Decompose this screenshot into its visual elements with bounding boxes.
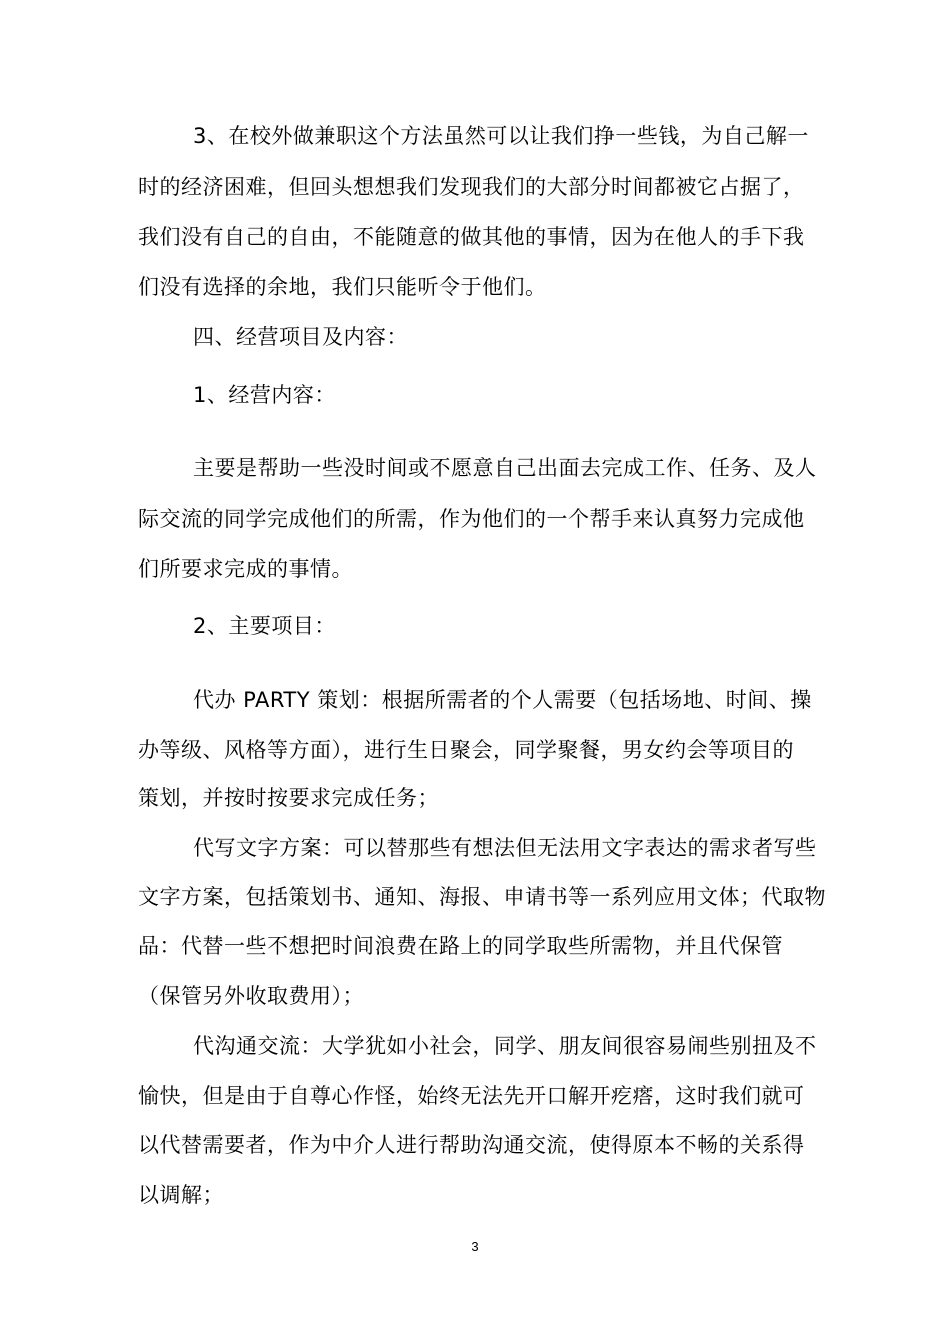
text-line: 际交流的同学完成他们的所需，作为他们的一个帮手来认真努力完成他 <box>138 507 805 531</box>
page-number: 3 <box>471 1239 479 1254</box>
text-line: 策划，并按时按要求完成任务； <box>138 786 439 810</box>
text-line: 时的经济困难，但回头想想我们发现我们的大部分时间都被它占据了， <box>138 175 805 199</box>
text-line: 品：代替一些不想把时间浪费在路上的同学取些所需物，并且代保管 <box>138 934 783 958</box>
text-line: 主要是帮助一些没时间或不愿意自己出面去完成工作、任务、及人 <box>193 456 817 480</box>
text-line: 3、在校外做兼职这个方法虽然可以让我们挣一些钱，为自己解一 <box>193 124 809 148</box>
text-line: 我们没有自己的自由，不能随意的做其他的事情，因为在他人的手下我 <box>138 225 805 249</box>
subsection-heading: 2、主要项目： <box>193 614 336 638</box>
text-line: 们没有选择的余地，我们只能听令于他们。 <box>138 275 547 299</box>
text-line: 们所要求完成的事情。 <box>138 557 353 581</box>
text-line: 以代替需要者，作为中介人进行帮助沟通交流，使得原本不畅的关系得 <box>138 1133 805 1157</box>
text-line: 愉快，但是由于自尊心作怪，始终无法先开口解开疙瘩，这时我们就可 <box>138 1084 805 1108</box>
text-line: （保管另外收取费用）； <box>138 984 364 1008</box>
text-line: 文字方案，包括策划书、通知、海报、申请书等一系列应用文体；代取物 <box>138 885 826 909</box>
text-line: 代办 PARTY 策划：根据所需者的个人需要（包括场地、时间、操 <box>193 688 812 712</box>
text-line: 以调解； <box>138 1183 224 1207</box>
text-line: 代沟通交流：大学犹如小社会，同学、朋友间很容易闹些别扭及不 <box>193 1034 817 1058</box>
section-heading: 四、经营项目及内容： <box>193 325 408 349</box>
subsection-heading: 1、经营内容： <box>193 383 336 407</box>
text-line: 代写文字方案：可以替那些有想法但无法用文字表达的需求者写些 <box>193 836 817 860</box>
text-line: 办等级、风格等方面），进行生日聚会，同学聚餐，男女约会等项目的 <box>138 738 794 762</box>
